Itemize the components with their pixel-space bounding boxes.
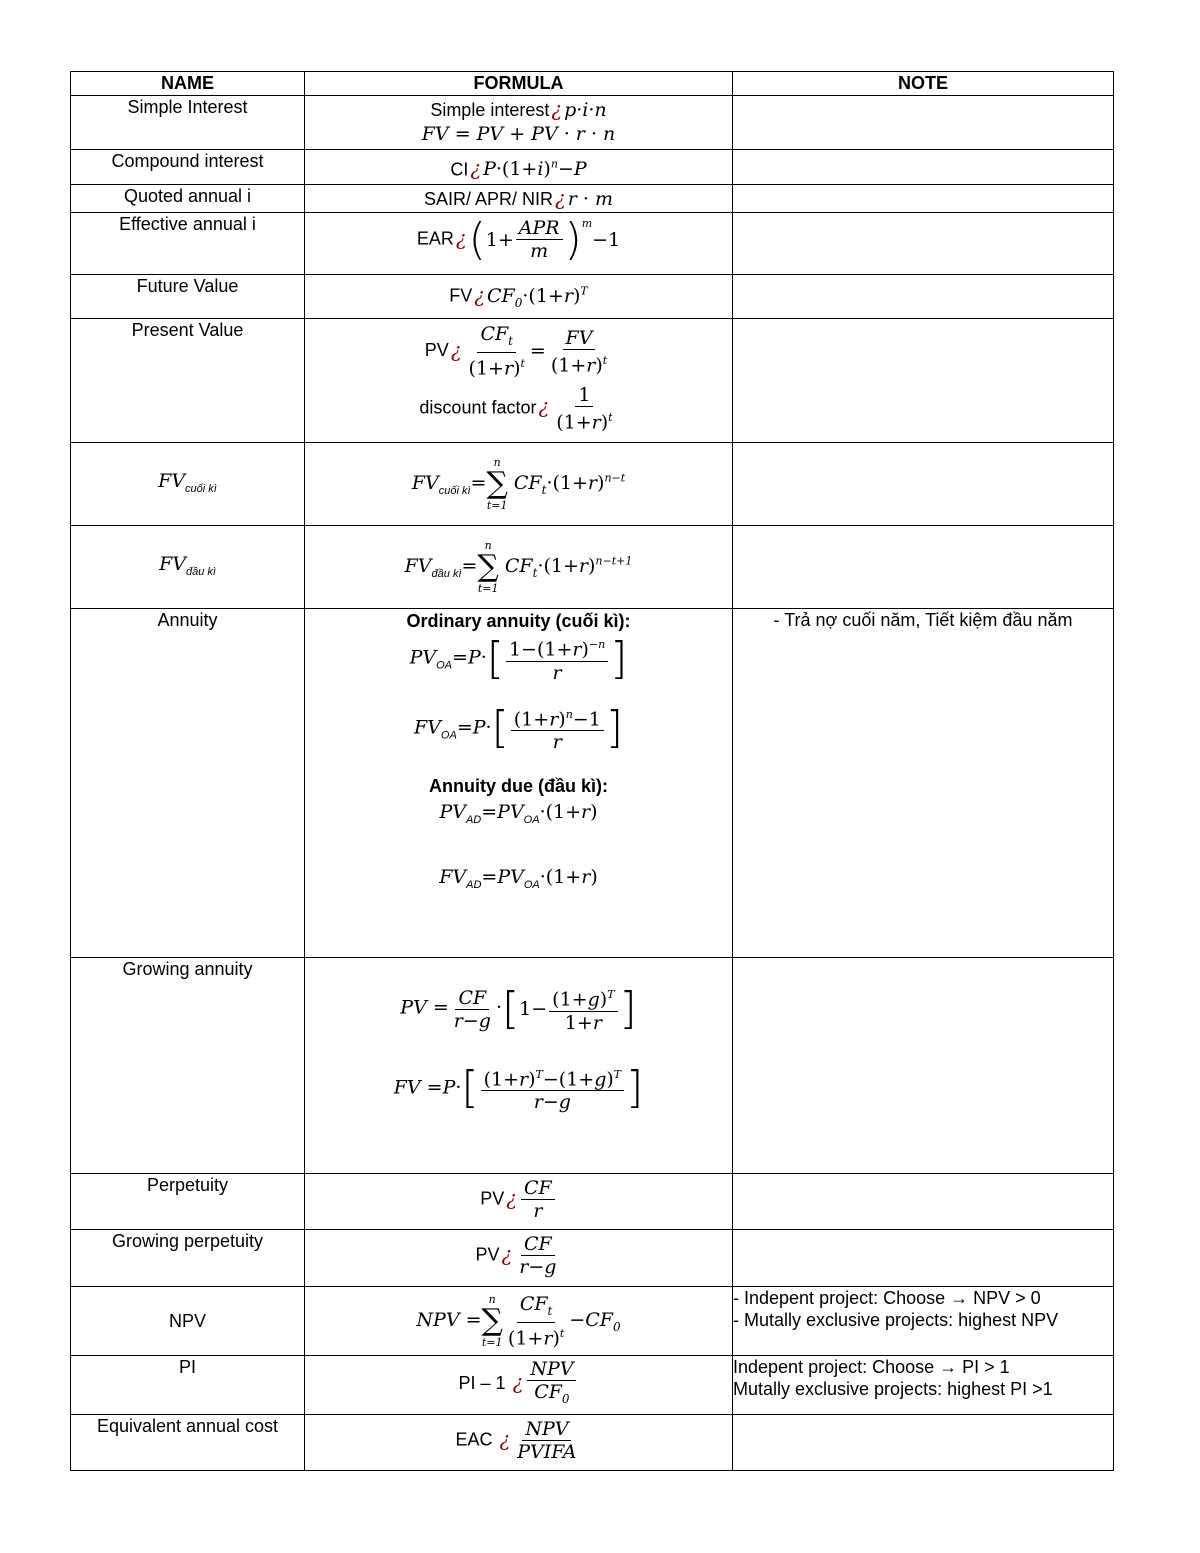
note-npv xyxy=(733,1287,1114,1356)
formula-compound-interest: CI ¿ $P\cdot(1+i)^n-P$ xyxy=(305,150,733,185)
row-npv xyxy=(71,1287,1114,1356)
header-note: NOTE xyxy=(733,72,1114,96)
note-fv-dau-ki xyxy=(733,526,1114,609)
label-pv-perpetuity: PV xyxy=(480,1188,505,1209)
name-growing-perpetuity: Growing perpetuity xyxy=(71,1230,305,1287)
row-compound-interest xyxy=(71,150,1114,185)
note-future-value xyxy=(733,275,1114,319)
name-compound-interest: Compound interest xyxy=(71,150,305,185)
label-pv: PV xyxy=(424,340,449,361)
header-row xyxy=(71,72,1114,96)
heading-ordinary-annuity: Ordinary annuity (cuối kì): xyxy=(406,611,631,632)
label-sair: SAIR/ APR/ NIR xyxy=(423,189,554,210)
row-eac xyxy=(71,1415,1114,1471)
label-pi: PI – 1 xyxy=(458,1373,506,1394)
note-effective-annual xyxy=(733,213,1114,275)
row-pi xyxy=(71,1356,1114,1415)
row-fv-cuoi-ki xyxy=(71,443,1114,526)
formula-simple-interest: Simple interest ¿ p·i·n FV = PV + PV · r · n xyxy=(305,96,733,150)
label-ear: EAR xyxy=(416,228,454,249)
name-fv-cuoi-ki: $FV_{cuối kì}$ xyxy=(71,443,305,526)
name-simple-interest: Simple Interest xyxy=(71,96,305,150)
formula-npv: NPV = n ∑ t=1 $\frac{CF_t}{(1+r)^t}$ $-CF_0$ xyxy=(305,1287,733,1356)
formula-perpetuity: PV ¿ $\frac{CF}{r}$ xyxy=(305,1174,733,1230)
note-present-value xyxy=(733,319,1114,443)
note-pi-1: Indepent project: Choose → PI > 1 xyxy=(733,1357,1010,1378)
formula-eac: EAC ¿ $\frac{\text{NPV}}{\text{PVIFA}}$ xyxy=(305,1415,733,1471)
name-fv-dau-ki: $FV_{đầu kì}$ xyxy=(71,526,305,609)
formula-table xyxy=(70,71,1114,1471)
row-growing-annuity xyxy=(71,958,1114,1174)
name-quoted-annual: Quoted annual i xyxy=(71,185,305,213)
fv-cuoi-ki-sub: cuối kì xyxy=(185,482,217,495)
header-formula: FORMULA xyxy=(305,72,733,96)
name-eac: Equivalent annual cost xyxy=(71,1415,305,1471)
heading-annuity-due: Annuity due (đầu kì): xyxy=(429,776,608,797)
row-effective-annual xyxy=(71,213,1114,275)
name-pi: PI xyxy=(71,1356,305,1415)
name-effective-annual: Effective annual i xyxy=(71,213,305,275)
row-fv-dau-ki xyxy=(71,526,1114,609)
row-quoted-annual xyxy=(71,185,1114,213)
note-npv-2: - Mutally exclusive projects: highest NPV xyxy=(733,1310,1059,1331)
row-perpetuity xyxy=(71,1174,1114,1230)
formula-effective-annual: EAR ¿ ( 1+ $\frac{\text{APR}}{m}$ ) $^m$ −1 xyxy=(305,213,733,275)
note-growing-annuity xyxy=(733,958,1114,1174)
note-annuity: - Trả nợ cuối năm, Tiết kiệm đầu năm xyxy=(733,609,1114,958)
label-pv-growing-perpetuity: PV xyxy=(475,1244,500,1265)
formula-quoted-annual: SAIR/ APR/ NIR ¿ r · m xyxy=(305,185,733,213)
formula-annuity: Ordinary annuity (cuối kì): $PV_{OA}=P\cdot$ [ $\frac{1-(1+r)^{-n}}{r}$ ] $FV_{OA}=P\cdot$ [ $\frac{(1+r)^n-1}{r}$ ] Annuity due (đầu kì): $PV_{AD}=PV_{OA}\cdot(1+r)$ $FV_{AD}=PV_{OA}\cdot(1+r)$ xyxy=(305,609,733,958)
note-fv-cuoi-ki xyxy=(733,443,1114,526)
header-name: NAME xyxy=(71,72,305,96)
name-npv: NPV xyxy=(71,1287,305,1356)
name-annuity: Annuity xyxy=(71,609,305,958)
formula-pi: PI – 1 ¿ $\frac{\text{NPV}}{CF_0}$ xyxy=(305,1356,733,1415)
note-compound-interest xyxy=(733,150,1114,185)
label-ci: CI xyxy=(450,159,469,180)
formula-growing-perpetuity: PV ¿ $\frac{CF}{r-g}$ xyxy=(305,1230,733,1287)
note-growing-perpetuity xyxy=(733,1230,1114,1287)
name-growing-annuity: Growing annuity xyxy=(71,958,305,1174)
note-pi xyxy=(733,1356,1114,1415)
note-pi-2: Mutally exclusive projects: highest PI >1 xyxy=(733,1379,1053,1400)
formula-present-value: PV ¿ $\frac{CF_t}{(1+r)^t}$ = $\frac{FV}{(1+r)^t}$ discount factor ¿ $\frac{1}{(1+r)^t}$ xyxy=(305,319,733,443)
name-present-value: Present Value xyxy=(71,319,305,443)
formula-fv-cuoi-ki: $FV_{cuối kì}=$ n ∑ t=1 $CF_t\cdot(1+r)^{n-t}$ xyxy=(305,443,733,526)
name-perpetuity: Perpetuity xyxy=(71,1174,305,1230)
name-future-value: Future Value xyxy=(71,275,305,319)
label-fv: FV xyxy=(449,285,473,306)
row-present-value xyxy=(71,319,1114,443)
label-eac: EAC xyxy=(455,1429,493,1450)
note-npv-1: - Indepent project: Choose → NPV > 0 xyxy=(733,1288,1041,1309)
label-simple-interest: Simple interest xyxy=(430,100,550,120)
formula-future-value: FV ¿ $CF_0\cdot(1+r)^T$ xyxy=(305,275,733,319)
row-future-value xyxy=(71,275,1114,319)
fv-dau-ki-sub: đầu kì xyxy=(185,565,216,578)
formula-fv-dau-ki: $FV_{đầu kì}=$ n ∑ t=1 $CF_t\cdot(1+r)^{n-t+1}$ xyxy=(305,526,733,609)
label-discount-factor: discount factor xyxy=(419,397,537,418)
note-perpetuity xyxy=(733,1174,1114,1230)
row-annuity xyxy=(71,609,1114,958)
row-simple-interest xyxy=(71,96,1114,150)
note-eac xyxy=(733,1415,1114,1471)
note-simple-interest xyxy=(733,96,1114,150)
note-quoted-annual xyxy=(733,185,1114,213)
formula-growing-annuity: PV = $\frac{CF}{r-g}$ · [ 1− $\frac{(1+g)^T}{1+r}$ ] FV =P· [ $\frac{(1+r)^T-(1+g)^T}{r-g}$ ] xyxy=(305,958,733,1174)
row-growing-perpetuity xyxy=(71,1230,1114,1287)
